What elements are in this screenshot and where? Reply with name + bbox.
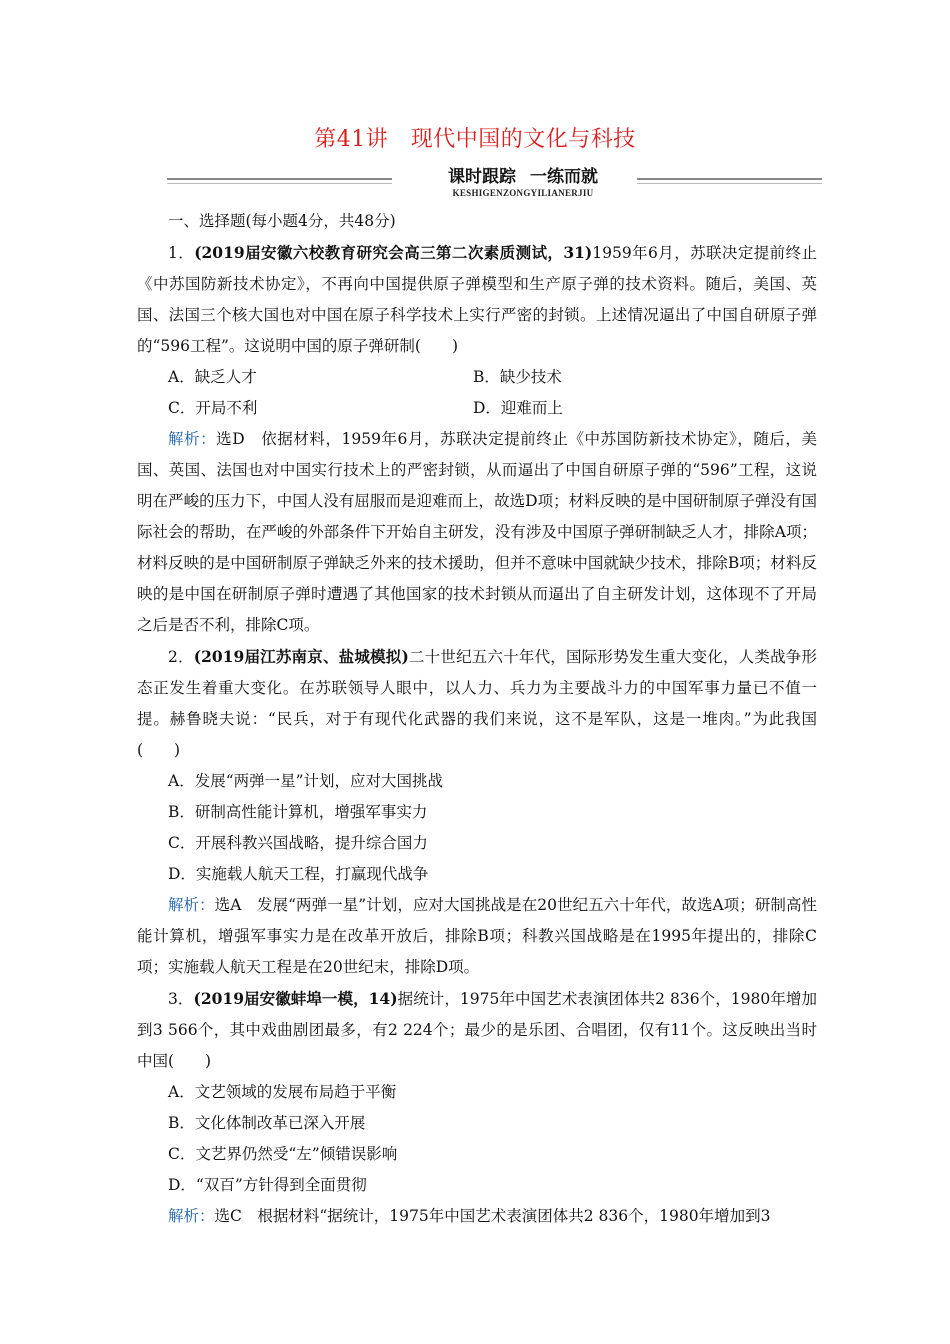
question-stem: 据统计，1975年中国艺术表演团体共2 836个，1980年增加到3 566个，其中戏曲剧团最多，有2 224个；最少的是乐团、合唱团，仅有11个。这反映出当时中国( )	[137, 990, 817, 1070]
option-c: C．开展科教兴国战略，提升综合国力	[168, 834, 428, 852]
option-d: D．迎难而上	[473, 399, 563, 417]
banner-rule-left	[167, 178, 392, 184]
question-number: 1．	[168, 244, 195, 262]
banner-heading-right: 一练而就	[530, 167, 598, 187]
banner-heading-left: 课时跟踪	[448, 167, 516, 187]
page-title: 第41讲 现代中国的文化与科技	[314, 127, 636, 152]
document-body	[137, 206, 817, 1232]
question-source: (2019届江苏南京、盐城模拟)	[193, 647, 409, 666]
option-b: B．缺少技术	[473, 368, 562, 386]
question-2	[137, 641, 817, 766]
analysis-text: 选A 发展“两弹一星”计划，应对大国挑战是在20世纪五六十年代，故选A项；研制高性能计算机，增强军事实力是在改革开放后，排除B项；科教兴国战略是在1995年提出的，排除C项；实施载人航天工程是在20世纪末，排除D项。	[137, 896, 817, 976]
option-d: D．“双百”方针得到全面贯彻	[168, 1176, 367, 1194]
question-1	[137, 237, 817, 362]
option-c: C．开局不利	[168, 399, 258, 417]
section-banner	[167, 160, 822, 204]
question-1-analysis	[137, 424, 817, 641]
analysis-label: 解析：	[168, 430, 217, 448]
question-number: 2．	[168, 648, 194, 666]
question-2-analysis	[137, 890, 817, 983]
question-source: (2019届安徽六校教育研究会高三第二次素质测试，31)	[194, 243, 593, 262]
option-a: A．文艺领域的发展布局趋于平衡	[168, 1083, 397, 1101]
question-stem: 1959年6月，苏联决定提前终止《中苏国防新技术协定》，不再向中国提供原子弹模型和生产原子弹的技术资料。随后，美国、英国、法国三个核大国也对中国在原子科学技术上实行严密的封锁。上述情况逼出了中国自研原子弹的“596工程”。这说明中国的原子弹研制( )	[137, 244, 817, 355]
section-heading: 一、选择题(每小题4分，共48分)	[168, 212, 396, 230]
question-3-analysis	[137, 1201, 817, 1232]
option-b: B．研制高性能计算机，增强军事实力	[168, 803, 428, 821]
question-1-options-row-1	[137, 362, 817, 393]
analysis-label: 解析：	[168, 896, 215, 914]
option-b: B．文化体制改革已深入开展	[168, 1114, 366, 1132]
question-number: 3．	[168, 990, 194, 1008]
analysis-text: 选C 根据材料“据统计，1975年中国艺术表演团体共2 836个，1980年增加到3	[214, 1207, 771, 1225]
banner-rule-right	[637, 178, 822, 184]
question-stem: 二十世纪五六十年代，国际形势发生重大变化，人类战争形态正发生着重大变化。在苏联领导人眼中，以人力、兵力为主要战斗力的中国军事力量已不值一提。赫鲁晓夫说：“民兵，对于有现代化武器的我们来说，这不是军队，这是一堆肉。”为此我国( )	[137, 648, 817, 759]
option-d: D．实施载人航天工程，打赢现代战争	[168, 865, 429, 883]
option-c: C．文艺界仍然受“左”倾错误影响	[168, 1145, 398, 1163]
banner-pinyin: KESHIGENZONGYILIANERJIU	[452, 188, 594, 198]
question-1-options-row-2	[137, 393, 817, 424]
question-3	[137, 983, 817, 1077]
analysis-text: 选D 依据材料，1959年6月，苏联决定提前终止《中苏国防新技术协定》，随后，美国、英国、法国也对中国实行技术上的严密封锁，从而逼出了中国自研原子弹的“596”工程，这说明在严峻的压力下，中国人没有屈服而是迎难而上，故选D项；材料反映的是中国研制原子弹没有国际社会的帮助，在严峻的外部条件下开始自主研发，没有涉及中国原子弹研制缺乏人才，排除A项；材料反映的是中国研制原子弹缺乏外来的技术援助，但并不意味中国就缺少技术，排除B项；材料反映的是中国在研制原子弹时遭遇了其他国家的技术封锁从而逼出了自主研发计划，这体现不了开局之后是否不利，排除C项。	[137, 430, 817, 634]
option-a: A．缺乏人才	[168, 368, 257, 386]
option-a: A．发展“两弹一星”计划，应对大国挑战	[168, 772, 444, 790]
analysis-label: 解析：	[168, 1207, 215, 1225]
banner-heading	[403, 162, 643, 187]
question-source: (2019届安徽蚌埠一模，14)	[193, 989, 398, 1008]
